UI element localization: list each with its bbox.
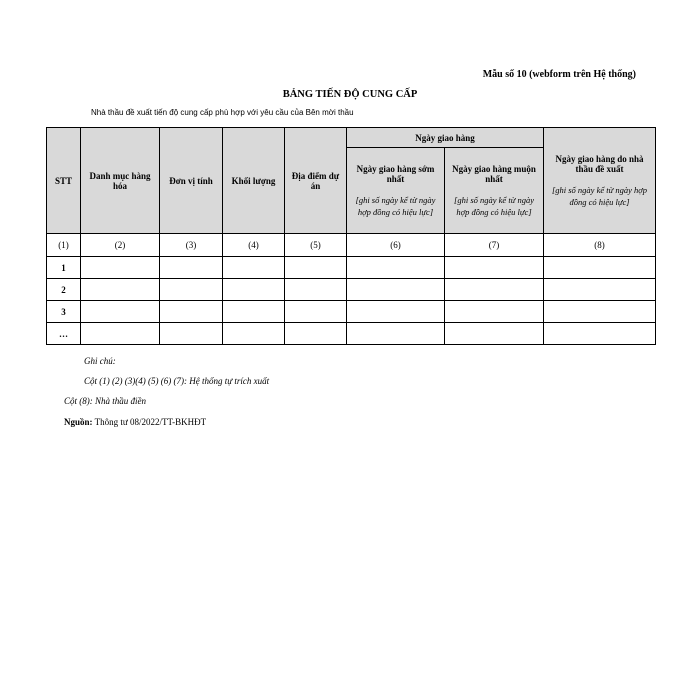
table-cell [160, 301, 223, 323]
header-delivery-group: Ngày giao hàng [347, 128, 544, 148]
column-number-row [47, 234, 656, 257]
column-number: (5) [285, 234, 347, 257]
table-cell [445, 279, 544, 301]
column-number: (7) [445, 234, 544, 257]
notes-label: Ghi chú: [84, 356, 116, 366]
row-number: 1 [47, 257, 81, 279]
table-cell [544, 301, 656, 323]
column-number: (2) [81, 234, 160, 257]
source-label: Nguồn: [64, 417, 93, 427]
table-cell [285, 301, 347, 323]
header-latest [445, 148, 544, 234]
table-cell [347, 257, 445, 279]
header-stt: STT [47, 128, 81, 234]
table-cell [81, 301, 160, 323]
table-cell [223, 301, 285, 323]
table-cell [347, 301, 445, 323]
table-cell [285, 279, 347, 301]
header-unit: Đơn vị tính [160, 128, 223, 234]
header-latest-label: Ngày giao hàng muộn nhất [452, 163, 536, 184]
header-quantity: Khối lượng [223, 128, 285, 234]
row-number: 2 [47, 279, 81, 301]
header-earliest [347, 148, 445, 234]
table-cell [285, 323, 347, 345]
row-number: 3 [47, 301, 81, 323]
header-proposed [544, 128, 656, 234]
form-code: Mẫu số 10 (webform trên Hệ thống) [482, 69, 636, 80]
column-number: (6) [347, 234, 445, 257]
table-cell [223, 323, 285, 345]
table-cell [160, 279, 223, 301]
intro-text: Nhà thầu đề xuất tiến độ cung cấp phù hợp với yêu cầu của Bên mời thầu [91, 108, 354, 117]
table-cell [223, 257, 285, 279]
table-cell [445, 323, 544, 345]
table-row [47, 301, 656, 323]
table-cell [81, 279, 160, 301]
table-cell [544, 323, 656, 345]
table-cell [160, 323, 223, 345]
header-item: Danh mục hàng hóa [81, 128, 160, 234]
header-earliest-hint: [ghi số ngày kể từ ngày hợp đồng có hiệu lực] [355, 194, 436, 217]
header-location: Địa điểm dự án [285, 128, 347, 234]
column-number: (8) [544, 234, 656, 257]
document-title: BẢNG TIẾN ĐỘ CUNG CẤP [282, 89, 418, 100]
table-cell [445, 257, 544, 279]
header-proposed-label: Ngày giao hàng do nhà thầu đề xuất [555, 153, 644, 174]
header-latest-hint: [ghi số ngày kể từ ngày hợp đồng có hiệu lực] [454, 194, 534, 217]
column-number: (3) [160, 234, 223, 257]
row-number: … [47, 323, 81, 345]
table-cell [544, 257, 656, 279]
table-cell [81, 257, 160, 279]
table-row [47, 279, 656, 301]
table-cell [347, 323, 445, 345]
table-cell [223, 279, 285, 301]
table-cell [544, 279, 656, 301]
delivery-schedule-table [46, 127, 656, 345]
table-cell [445, 301, 544, 323]
column-number: (4) [223, 234, 285, 257]
table-cell [347, 279, 445, 301]
header-proposed-hint: [ghi số ngày kể từ ngày hợp đồng có hiệu lực] [551, 184, 648, 207]
table-row [47, 323, 656, 345]
table-row [47, 257, 656, 279]
table-cell [285, 257, 347, 279]
header-earliest-label: Ngày giao hàng sớm nhất [356, 163, 435, 184]
column-number: (1) [47, 234, 81, 257]
source-line [64, 417, 206, 427]
source-value: Thông tư 08/2022/TT-BKHĐT [94, 417, 207, 427]
table-cell [81, 323, 160, 345]
notes-line-1: Cột (1) (2) (3)(4) (5) (6) (7): Hệ thống tự trích xuất [84, 376, 270, 386]
notes-line-2: Cột (8): Nhà thầu điền [64, 396, 146, 406]
table-cell [160, 257, 223, 279]
